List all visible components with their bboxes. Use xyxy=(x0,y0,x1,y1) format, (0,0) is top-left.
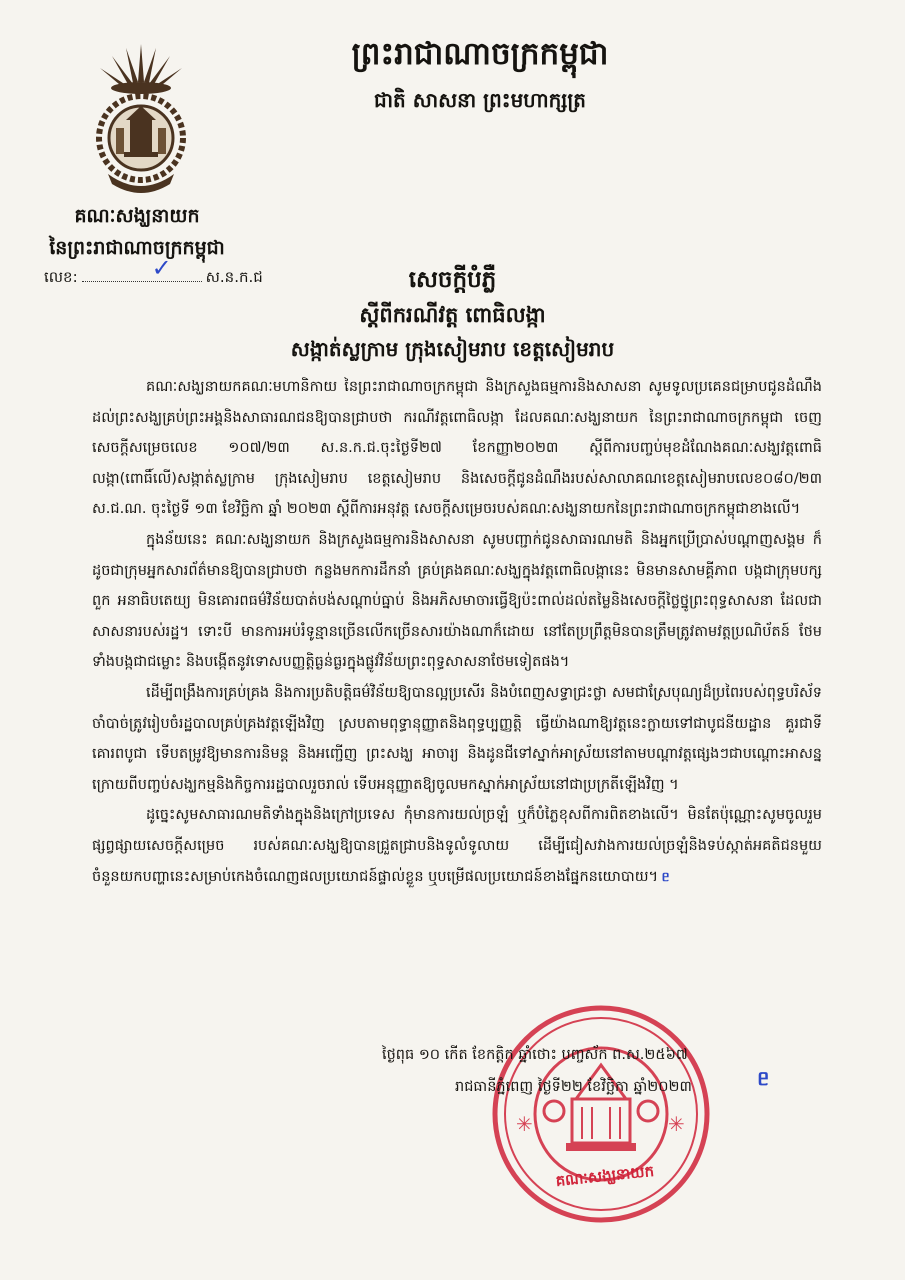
signature-initial: ᥱ xyxy=(758,1066,769,1091)
pen-mark: ᥱ xyxy=(662,868,670,885)
issuer-line-2: នៃព្រះរាជាណាចក្រកម្ពុជា xyxy=(49,237,225,259)
seal-text: គណៈសង្ឃនាយក xyxy=(554,1161,655,1191)
document-body xyxy=(92,372,822,892)
royal-emblem-icon xyxy=(86,40,196,200)
solar-date: រាជធានីភ្នំពេញ ថ្ងៃទី២២ ខែវិច្ឆិកា ឆ្នាំ២០២៣ xyxy=(455,1079,692,1095)
issuer-line-1: គណៈសង្ឃនាយក xyxy=(74,205,200,227)
body-paragraph-2: ក្នុងន័យនេះ គណៈសង្ឃនាយក និងក្រសួងធម្មការនិងសាសនា សូមបញ្ជាក់ជូនសាធារណមតិ និងអ្នកប្រើប្រាស់បណ្តាញសង្គម ក៏ដូចជាក្រុមអ្នកសារព័ត៌មានឱ្យបានជ្រាបថា កន្លងមកការដឹកនាំ គ្រប់គ្រងគណៈសង្ឃក្នុងវត្តពោធិលង្កានេះ មិនមានសាមគ្គីភាព បង្កជាក្រុមបក្សពួក អនាធិបតេយ្យ មិនគោរពធម៌វិន័យបាត់បង់សណ្តាប់ធ្នាប់ និងអភិសមាចារធ្វើឱ្យប៉ះពាល់ដល់តម្លៃនិងសេចក្តីថ្លៃថ្នូព្រះពុទ្ធសាសនា ដែលជាសាសនារបស់រដ្ឋ។ ទោះបី មានការអប់រំទូន្មានច្រើនលើកច្រើនសារយ៉ាងណាក៏ដោយ នៅតែប្រព្រឹត្តមិនបានត្រឹមត្រូវតាមវត្តប្រណិប័តន៍ ថែមទាំងបង្កជាជម្លោះ និងបង្កើតនូវទោសបញ្ញត្តិធ្ងន់ធ្ងរក្នុងផ្លូវវិន័យព្រះពុទ្ធសាសនាថែមទៀតផង។ xyxy=(92,531,822,671)
document-subject: ស្តីពីករណីវត្ត ពោធិលង្កា xyxy=(359,302,546,327)
svg-text:✳: ✳ xyxy=(668,1112,685,1136)
official-seal-icon xyxy=(490,1003,712,1225)
kingdom-name: ព្រះរាជាណាចក្រកម្ពុជា xyxy=(351,36,609,72)
lunar-date: ថ្ងៃពុធ ១០ កើត ខែកត្តិក ឆ្នាំថោះ បញ្ចស័ក ព.ស.២៥៦៧ xyxy=(382,1047,688,1063)
kingdom-header xyxy=(300,30,660,120)
body-paragraph-3: ដើម្បីពង្រឹងការគ្រប់គ្រង និងការប្រតិបត្តិធម៌វិន័យឱ្យបានល្អប្រសើរ និងបំពេញសទ្ធាជ្រះថ្លា សមជាស្រែបុណ្យដ៏ប្រពៃរបស់ពុទ្ធបរិស័ទ ចាំបាច់ត្រូវរៀបចំរដ្ឋបាលគ្រប់គ្រងវត្តឡើងវិញ ស្របតាមពុទ្ធានុញ្ញាតនិងពុទ្ធប្បញ្ញត្តិ ធ្វើយ៉ាងណាឱ្យវត្តនេះក្លាយទៅជាបូជនីយដ្ឋាន គួរជាទីគោរពបូជា ទើបតម្រូវឱ្យមានការនិមន្ត និងអញ្ជើញ ព្រះសង្ឃ អាចារ្យ និងដូនជីទៅស្នាក់អាស្រ័យនៅតាមបណ្តាវត្តផ្សេងៗជាបណ្តោះអាសន្ន ក្រោយពីបញ្ចប់សង្ឃកម្មនិងកិច្ចការរដ្ឋបាលរួចរាល់ ទើបអនុញ្ញាតឱ្យចូលមកស្នាក់អាស្រ័យនៅជាប្រក្រតីឡើងវិញ ។ xyxy=(92,684,822,793)
svg-text:✳: ✳ xyxy=(516,1112,533,1136)
body-paragraph-4-text: ដូច្នេះសូមសាធារណមតិទាំងក្នុងនិងក្រៅប្រទេស កុំមានការយល់ច្រឡំ ឬក៏បំភ្លៃខុសពីការពិតខាងលើ។ មិនតែប៉ុណ្ណោះសូមចូលរួមផ្សព្វផ្សាយសេចក្តីសម្រេច របស់គណៈសង្ឃឱ្យបានជ្រួតជ្រាបនិងទូលំទូលាយ ដើម្បីជៀសវាងការយល់ច្រឡំនិងទប់ស្កាត់អគតិជនមួយចំនួនយកបញ្ហានេះសម្រាប់កេងចំណេញផលប្រយោជន៍ផ្ទាល់ខ្លួន ឬបម្រើផលប្រយោជន៍ខាងផ្នែកនយោបាយ។ xyxy=(92,807,822,885)
reference-label: លេខ: xyxy=(44,268,78,286)
reference-suffix: ស.ន.ក.ជ xyxy=(205,268,263,286)
document-title: សេចក្តីបំភ្លឺ xyxy=(408,266,497,293)
issuer-block xyxy=(22,200,252,264)
document-location: សង្កាត់ស្លក្រាម ក្រុងសៀមរាប ខេត្តសៀមរាប xyxy=(290,337,615,361)
national-motto: ជាតិ សាសនា ព្រះមហាក្សត្រ xyxy=(374,88,586,112)
body-paragraph-1: គណៈសង្ឃនាយកគណៈមហានិកាយ នៃព្រះរាជាណាចក្រកម្ពុជា និងក្រសួងធម្មការនិងសាសនា សូមទូលប្រគេនជម្រាបជូនដំណឹង ដល់ព្រះសង្ឃគ្រប់ព្រះអង្គនិងសាធារណជនឱ្យបានជ្រាបថា ករណីវត្តពោធិលង្កា ដែលគណៈសង្ឃនាយក នៃព្រះរាជាណាចក្រកម្ពុជា ចេញសេចក្តីសម្រេចលេខ ១០៧/២៣ ស.ន.ក.ជ.ចុះថ្ងៃទី២៧ ខែកញ្ញា២០២៣ ស្តីពីការបញ្ចប់មុខដំណែងគណៈសង្ឃវត្តពោធិលង្កា(ពោធិ៍លើ)សង្កាត់ស្លក្រាម ក្រុងសៀមរាប ខេត្តសៀមរាប និងសេចក្តីជូនដំណឹងរបស់សាលាគណខេត្តសៀមរាបលេខ០៨០/២៣ ស.ជ.ណ. ចុះថ្ងៃទី ១៣ ខែវិច្ឆិកា ឆ្នាំ ២០២៣ ស្តីពីការអនុវត្ត សេចក្តីសម្រេចរបស់គណៈសង្ឃនាយកនៃព្រះរាជាណាចក្រកម្ពុជាខាងលើ។ xyxy=(92,379,822,518)
body-paragraph-4 xyxy=(92,800,822,892)
reference-blank xyxy=(82,254,202,282)
document-title-block xyxy=(200,262,705,366)
checkmark-icon: ✓ xyxy=(151,254,172,282)
